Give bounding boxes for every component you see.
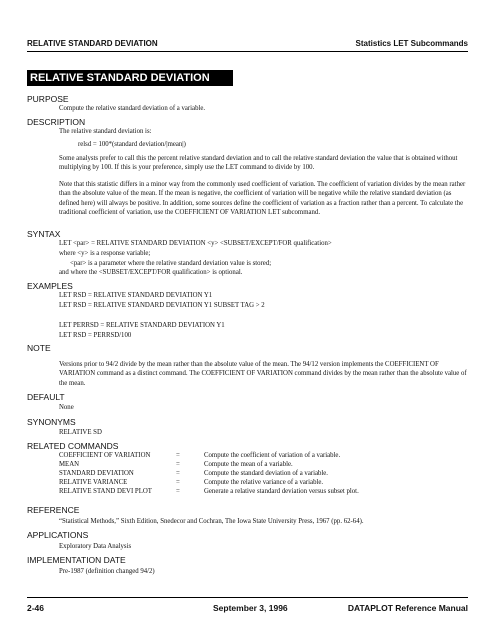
reference-heading: REFERENCE [27,505,80,515]
description-para-2: Note that this statistic differs in a minor way from the commonly used coefficient of variation. The coefficient of variation divides by the mean rather than the absolute value of the mean. If the mean is negative, the coefficient of variation will be negative while the relative standard deviation (as defined here) will always be positive. In addition, some sources define the coefficient of variation as a fraction rather than a percent. To calculate the traditional coefficient of variation, use the COEFFICIENT OF VARIATION LET subcommand. [59,181,466,216]
example-line: LET RSD = RELATIVE STANDARD DEVIATION Y1 SUBSET TAG > 2 [59,302,265,309]
implementation-date-text: Pre-1987 (definition changed 94/2) [59,568,155,575]
note-heading: NOTE [27,343,51,353]
applications-text: Exploratory Data Analysis [59,543,132,550]
running-header-title: RELATIVE STANDARD DEVIATION [27,39,158,48]
header-rule [27,51,468,52]
syntax-line-2: where <y> is a response variable; [59,250,151,257]
syntax-line-3: <par> is a parameter where the relative standard deviation value is stored; [70,260,272,267]
description-intro: The relative standard deviation is: [59,128,152,135]
related-command-equals: = [176,461,180,468]
syntax-line-4: and where the <SUBSET/EXCEPT/FOR qualification> is optional. [59,269,243,276]
related-command-equals: = [176,470,180,477]
footer-date: September 3, 1996 [213,603,288,613]
implementation-date-heading: IMPLEMENTATION DATE [27,555,126,565]
reference-text: “Statistical Methods,” Sixth Edition, Snedecor and Cochran, The Iowa State University Press, 1967 (pp. 62-64). [59,518,364,525]
related-commands-heading: RELATED COMMANDS [27,441,119,451]
related-command-name: STANDARD DEVIATION [59,470,134,477]
related-command-desc: Compute the coefficient of variation of a variable. [204,452,341,459]
related-command-name: RELATIVE VARIANCE [59,479,128,486]
related-command-equals: = [176,452,180,459]
default-heading: DEFAULT [27,392,65,402]
footer-manual-title: DATAPLOT Reference Manual [347,603,468,613]
purpose-heading: PURPOSE [27,94,69,104]
related-command-name: COEFFICIENT OF VARIATION [59,452,151,459]
example-line: LET PERRSD = RELATIVE STANDARD DEVIATION Y1 [59,322,225,329]
related-command-equals: = [176,488,180,495]
description-formula: relsd = 100*(standard deviation/|mean|) [78,141,186,148]
related-command-equals: = [176,479,180,486]
footer-page-number: 2-46 [27,603,45,613]
related-command-desc: Compute the relative variance of a variable. [204,479,324,486]
related-command-desc: Generate a relative standard deviation versus subset plot. [204,488,359,495]
related-command-desc: Compute the standard deviation of a variable. [204,470,329,477]
note-text: Versions prior to 94/2 divide by the mean rather than the absolute value of the mean. The 94/12 version implements the COEFFICIENT OF VARIATION command as a distinct command. The COEFFICIENT OF VARIATION command divides by the mean rather than the absolute value of the mean. [59,361,467,387]
description-heading: DESCRIPTION [27,117,86,127]
description-para-1: Some analysts prefer to call this the percent relative standard deviation and to call the relative standard deviation the value that is obtained without multiplying by 100. If this is your preference, simply use the LET command to divide by 100. [59,155,458,172]
synonyms-text: RELATIVE SD [59,429,102,436]
examples-heading: EXAMPLES [27,281,73,291]
running-header-section: Statistics LET Subcommands [355,39,468,48]
default-text: None [59,404,74,411]
synonyms-heading: SYNONYMS [27,417,76,427]
applications-heading: APPLICATIONS [27,530,89,540]
footer-rule [27,597,468,598]
example-line: LET RSD = RELATIVE STANDARD DEVIATION Y1 [59,292,213,299]
related-command-name: MEAN [59,461,80,468]
example-line: LET RSD = PERRSD/100 [59,332,132,339]
related-command-name: RELATIVE STAND DEVI PLOT [59,488,152,495]
page-title: RELATIVE STANDARD DEVIATION [27,70,233,86]
syntax-line-1: LET <par> = RELATIVE STANDARD DEVIATION <y> <SUBSET/EXCEPT/FOR qualification> [59,240,332,247]
related-command-desc: Compute the mean of a variable. [204,461,293,468]
purpose-text: Compute the relative standard deviation of a variable. [59,105,206,112]
syntax-heading: SYNTAX [27,229,61,239]
